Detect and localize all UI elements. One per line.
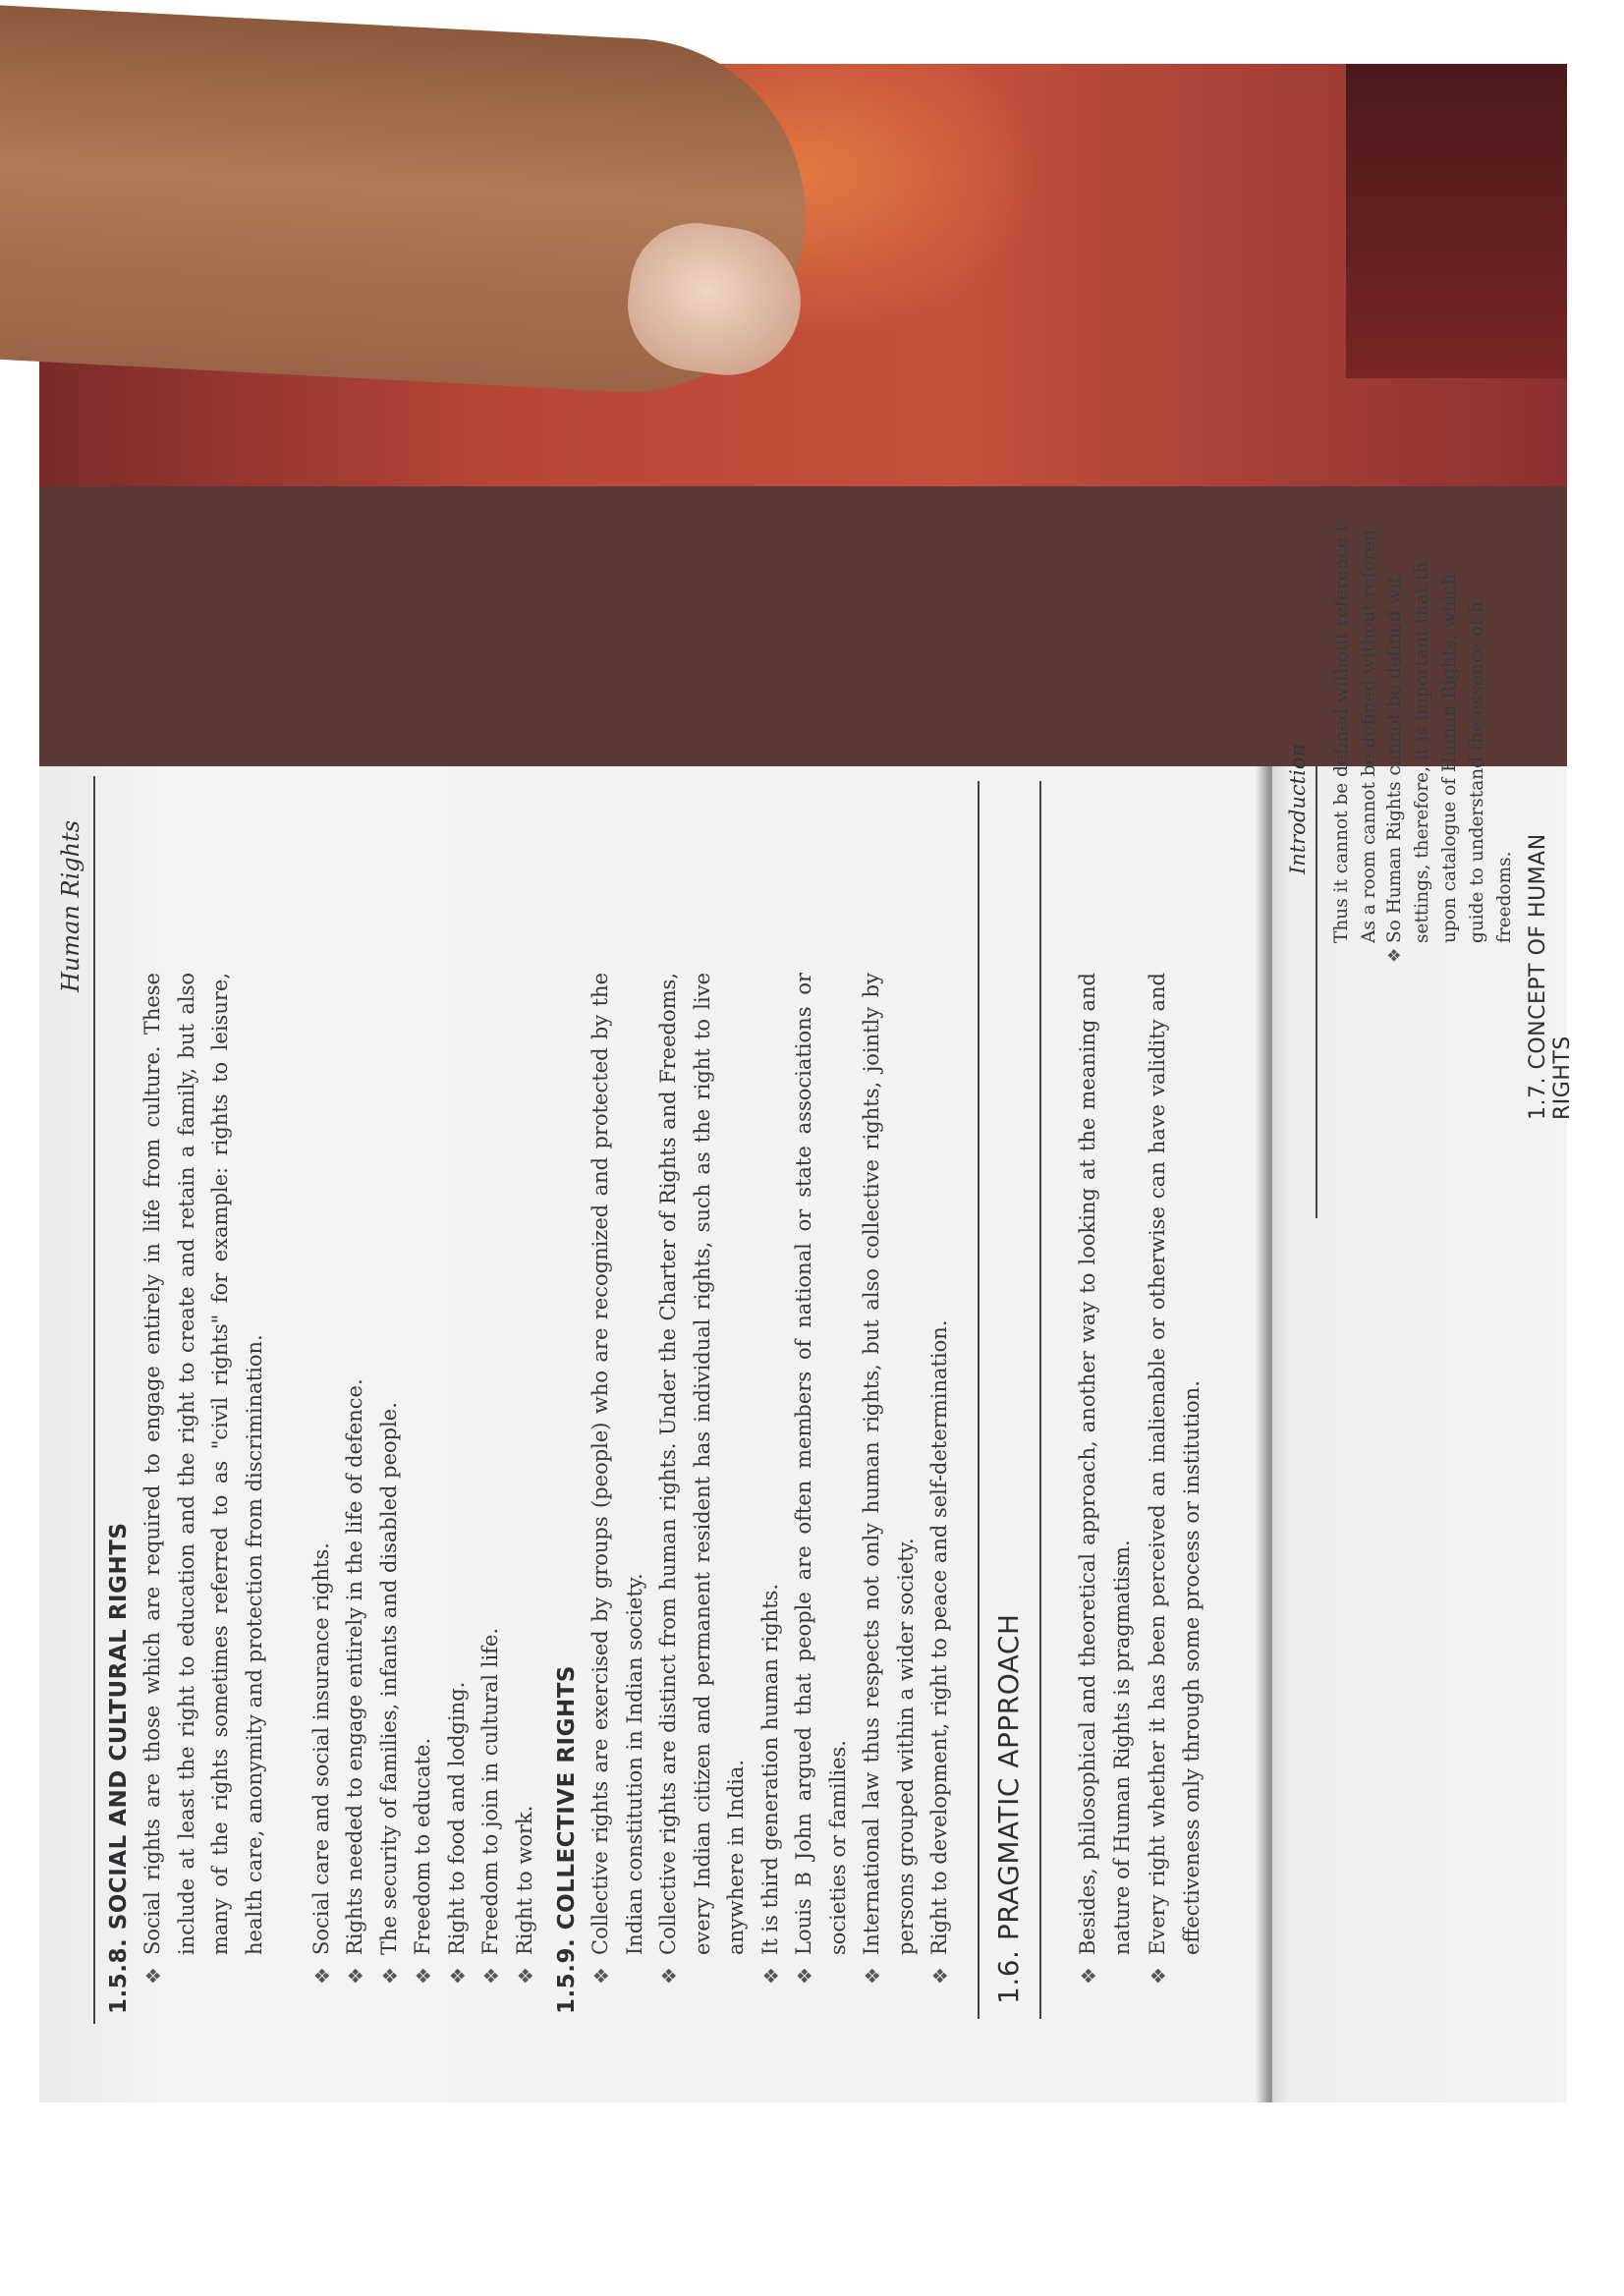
diamond-bullet-icon: ❖: [928, 1967, 952, 1985]
diamond-bullet-icon: ❖: [1147, 1967, 1170, 1985]
section-heading-1-7: 1.7. CONCEPT OF HUMAN RIGHTS: [1526, 833, 1575, 1120]
list-item: Collective rights are exercised by groups (people) who are recognized and protected by the Indian constitution in Indian society.: [588, 973, 646, 1955]
diamond-bullet-icon: ❖: [759, 1967, 783, 1985]
diamond-bullet-icon: ❖: [378, 1967, 402, 1985]
social-rights-paragraph: Social rights are those which are required to engage entirely in life from culture. These include at least the right to education and the right to create and retain a family, but also many of the rights sometimes referred to as "civil rights" for example: rights to leisure, health care, anonymity and protection from discrimination.: [140, 973, 266, 1955]
list-item: Rights needed to engage entirely in the life of defence.: [343, 1378, 366, 1955]
section-rule-top: [978, 781, 980, 2019]
list-item: Right to development, right to peace and self-determination.: [927, 1319, 951, 1955]
rotated-book-spread: [39, 314, 1575, 2102]
diamond-bullet-icon: ❖: [344, 1967, 367, 1985]
header-rule: [93, 776, 95, 2024]
list-item: Besides, philosophical and theoretical approach, another way to looking at the meaning and nature of Human Rights is pragmatism.: [1076, 973, 1134, 1955]
text-line: freedoms.: [1494, 851, 1515, 943]
diamond-bullet-icon: ❖: [446, 1967, 470, 1985]
diamond-bullet-icon: ❖: [141, 1967, 165, 1985]
list-item: It is third generation human rights.: [758, 1583, 782, 1955]
running-header-left: Human Rights: [57, 819, 84, 992]
diamond-bullet-icon: ❖: [310, 1967, 334, 1985]
right-page: [1272, 524, 1575, 2102]
list-item: Right to work.: [513, 1805, 536, 1955]
text-line: So Human Rights cannot be defined wit: [1384, 576, 1405, 943]
list-item: International law thus respects not only human rights, but also collective rights, jointly by persons grouped within a wider society.: [860, 973, 918, 1955]
diamond-bullet-icon: ❖: [589, 1967, 613, 1985]
list-item: Every right whether it has been perceived an inalienable or otherwise can have validity and effectiveness only through some process or institution.: [1146, 973, 1204, 1955]
list-item: Collective rights are distinct from human rights. Under the Charter of Rights and Freedoms, every Indian citizen and permanent resident has individual rights, such as the right to live anywhere in India.: [656, 973, 748, 1955]
diamond-bullet-icon: ❖: [793, 1967, 816, 1985]
list-item: Freedom to join in cultural life.: [478, 1627, 502, 1955]
diamond-bullet-icon: ❖: [1077, 1967, 1100, 1985]
diamond-bullet-icon: ❖: [861, 1967, 884, 1985]
book-photo: [39, 64, 1575, 2102]
section-heading-1-5-8: 1.5.8. SOCIAL AND CULTURAL RIGHTS: [106, 1522, 132, 2014]
section-heading-1-6: 1.6. PRAGMATIC APPROACH: [992, 1613, 1025, 2004]
text-line: As a room cannot be defined without referen: [1359, 529, 1379, 943]
diamond-bullet-icon: ❖: [479, 1967, 503, 1985]
text-line: settings, therefore, it is important that th: [1412, 561, 1432, 943]
list-item: Freedom to educate.: [411, 1737, 434, 1955]
text-line: guide to understand the essence of h: [1467, 601, 1487, 943]
diamond-bullet-icon: ❖: [657, 1967, 681, 1985]
diamond-bullet-icon: ❖: [514, 1967, 537, 1985]
list-item: Louis B John argued that people are often members of national or state associations or societies or families.: [792, 973, 850, 1955]
list-item: The security of families, infants and disabled people.: [377, 1402, 401, 1955]
text-line: Thus it cannot be defined without reference t: [1331, 524, 1352, 943]
running-header-right: Introduction: [1286, 744, 1310, 874]
diamond-bullet-icon: ❖: [412, 1967, 435, 1985]
list-item: Right to food and lodging.: [445, 1681, 469, 1955]
section-heading-1-5-9: 1.5.9. COLLECTIVE RIGHTS: [554, 1665, 580, 2014]
text-line: upon catalogue of Human Rights, which: [1439, 573, 1460, 943]
left-page: [39, 766, 1272, 2102]
header-rule: [1316, 766, 1317, 1218]
list-item: Social care and social insurance rights.: [309, 1542, 333, 1955]
diamond-bullet-icon: ❖: [1385, 947, 1405, 963]
section-rule-bottom: [1039, 781, 1041, 2019]
